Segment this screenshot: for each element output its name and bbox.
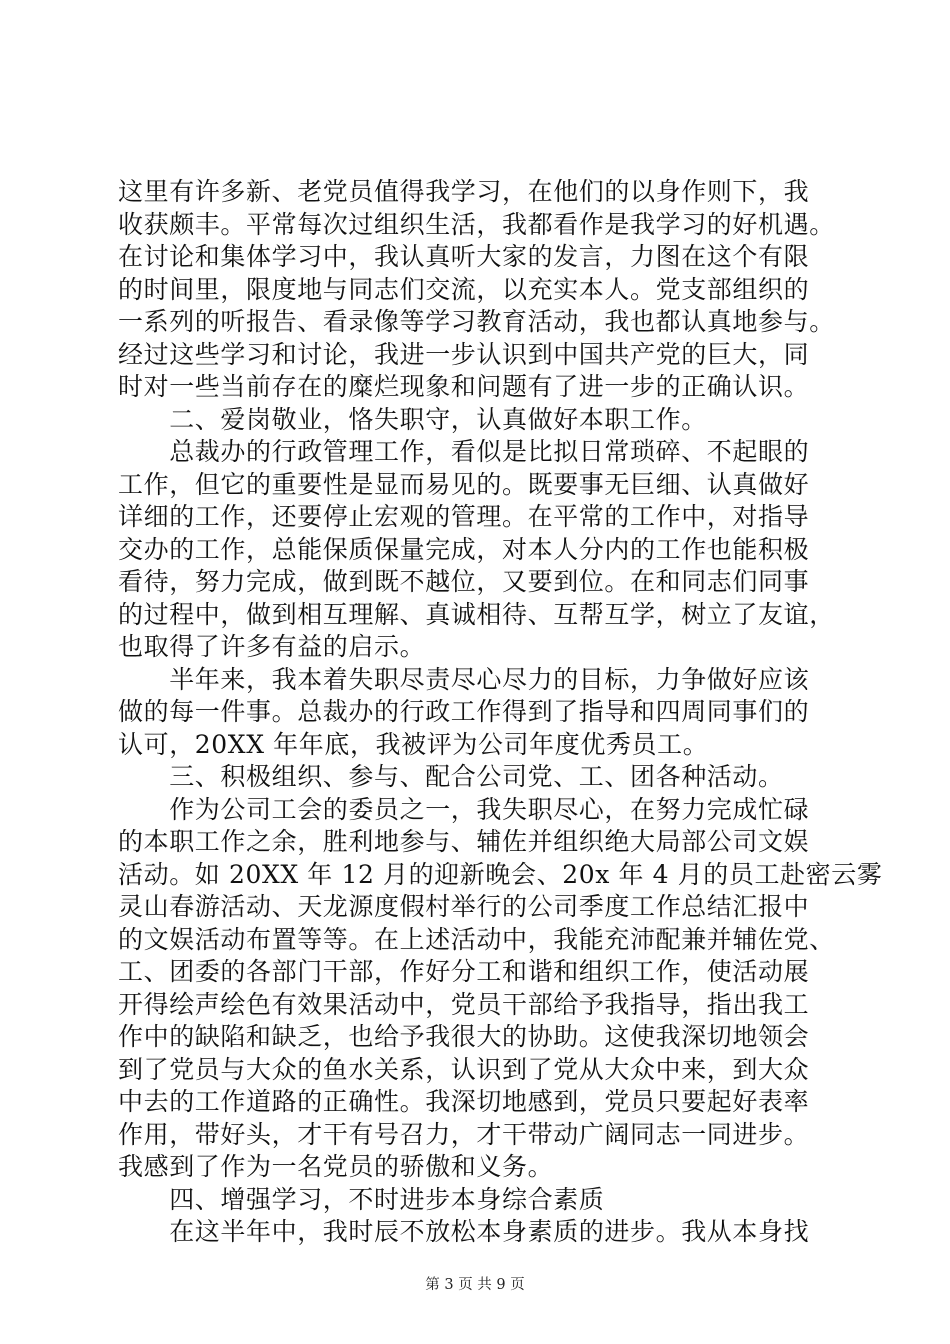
- text-line: 我感到了作为一名党员的骄傲和义务。: [118, 1152, 554, 1181]
- text-line: 看待，努力完成，做到既不越位，又要到位。在和同志们同事: [118, 567, 810, 596]
- section-heading: 四、增强学习，不时进步本身综合素质: [118, 1184, 605, 1214]
- text-line: 活动。如 20XX 年 12 月的迎新晚会、20x 年 4 月的员工赴密云雾: [118, 859, 883, 889]
- text-line: 一系列的听报告、看录像等学习教育活动，我也都认真地参与。: [118, 307, 835, 336]
- text-line: 工、团委的各部门干部，作好分工和谐和组织工作，使活动展: [118, 957, 810, 986]
- text-line: 认可，20XX 年年底，我被评为公司年度优秀员工。: [118, 729, 709, 759]
- text-line: 灵山春游活动、天龙源度假村举行的公司季度工作总结汇报中: [118, 892, 810, 921]
- text-line: 的本职工作之余，胜利地参与、辅佐并组织绝大局部公司文娱: [118, 827, 810, 856]
- text-line: 到了党员与大众的鱼水关系，认识到了党从大众中来，到大众: [118, 1054, 810, 1084]
- text-line: 在讨论和集体学习中，我认真听大家的发言，力图在这个有限: [118, 242, 810, 271]
- section-heading: 三、积极组织、参与、配合公司党、工、团各种活动。: [118, 762, 784, 791]
- body-text: [118, 176, 883, 1249]
- text-line: 中去的工作道路的正确性。我深切地感到，党员只要起好表率: [118, 1087, 810, 1116]
- text-line: 时对一些当前存在的糜烂现象和问题有了进一步的正确认识。: [118, 372, 810, 401]
- page-number-footer: 第 3 页 共 9 页: [425, 1277, 525, 1293]
- text-line: 详细的工作，还要停止宏观的管理。在平常的工作中，对指导: [118, 502, 810, 531]
- text-line: 总裁办的行政管理工作，看似是比拟日常琐碎、不起眼的: [118, 437, 810, 466]
- text-line: 交办的工作，总能保质保量完成，对本人分内的工作也能积极: [118, 534, 810, 564]
- text-line: 的过程中，做到相互理解、真诚相待、互帮互学，树立了友谊，: [118, 599, 835, 629]
- text-line: 作用，带好头，才干有号召力，才干带动广阔同志一同进步。: [118, 1119, 810, 1149]
- text-line: 也取得了许多有益的启示。: [118, 632, 426, 661]
- text-line: 做的每一件事。总裁办的行政工作得到了指导和四周同事们的: [118, 697, 810, 726]
- text-line: 这里有许多新、老党员值得我学习，在他们的以身作则下，我: [118, 177, 810, 206]
- text-line: 在这半年中，我时辰不放松本身素质的进步。我从本身找: [118, 1217, 810, 1246]
- text-line: 作为公司工会的委员之一，我失职尽心，在努力完成忙碌: [118, 794, 810, 824]
- text-line: 的时间里，限度地与同志们交流，以充实本人。党支部组织的: [118, 274, 810, 304]
- text-line: 作中的缺陷和缺乏，也给予我很大的协助。这使我深切地领会: [118, 1022, 810, 1051]
- text-line: 半年来，我本着失职尽责尽心尽力的目标，力争做好应该: [118, 664, 810, 694]
- section-heading: 二、爱岗敬业，恪失职守，认真做好本职工作。: [118, 404, 707, 434]
- text-line: 收获颇丰。平常每次过组织生活，我都看作是我学习的好机遇。: [118, 209, 835, 239]
- text-line: 经过这些学习和讨论，我进一步认识到中国共产党的巨大，同: [118, 339, 810, 369]
- text-line: 工作，但它的重要性是显而易见的。既要事无巨细、认真做好: [118, 469, 810, 499]
- text-line: 开得绘声绘色有效果活动中，党员干部给予我指导，指出我工: [118, 989, 810, 1019]
- text-line: 的文娱活动布置等等。在上述活动中，我能充沛配兼并辅佐党、: [118, 924, 835, 954]
